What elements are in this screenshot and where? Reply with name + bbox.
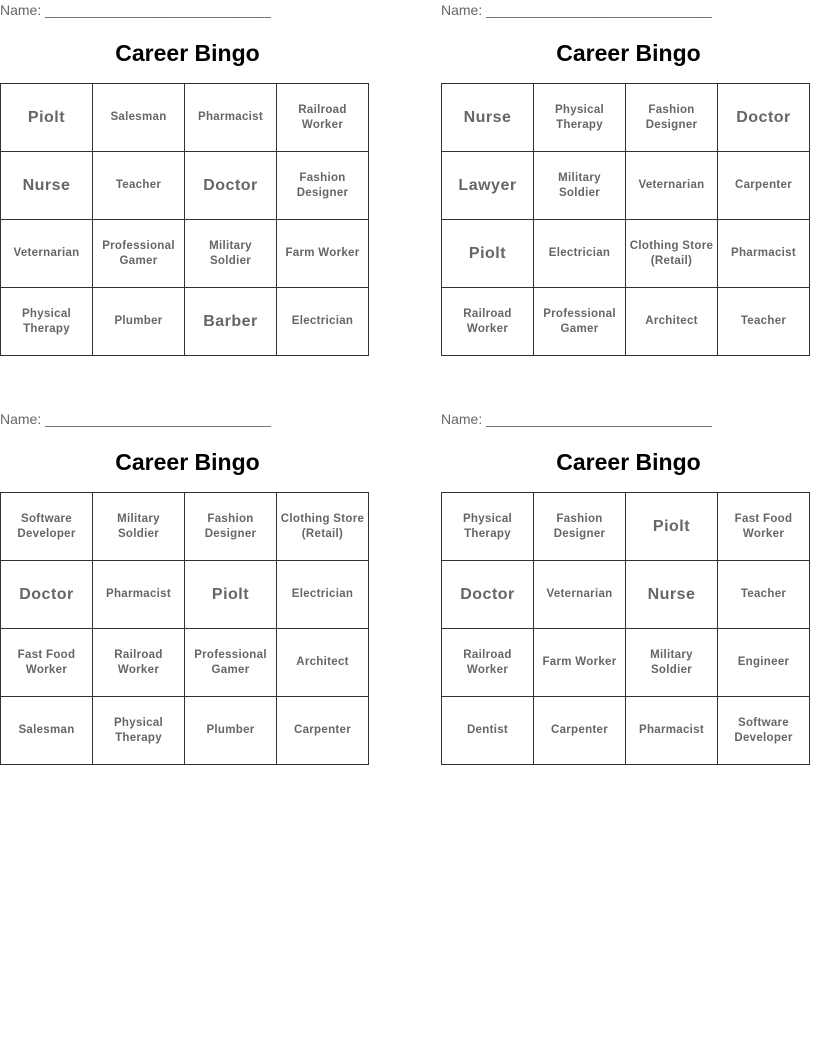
bingo-cell-label: Professional Gamer [543, 307, 616, 335]
bingo-cell-label: Fashion Designer [645, 103, 698, 131]
bingo-row [442, 493, 810, 561]
bingo-cell-label: Electrician [291, 588, 354, 600]
bingo-cell [718, 493, 810, 561]
bingo-cell-label: Physical Therapy [21, 307, 72, 335]
bingo-cell [1, 493, 93, 561]
bingo-cell [718, 220, 810, 288]
bingo-cell [185, 288, 277, 356]
bingo-cell-label: Physical Therapy [554, 103, 605, 131]
bingo-cell-label: Salesman [110, 111, 167, 123]
bingo-cell-label: Nurse [463, 109, 512, 126]
bingo-cell-label: Teacher [115, 179, 162, 191]
bingo-cell [718, 561, 810, 629]
bingo-cell [185, 697, 277, 765]
bingo-cell [534, 152, 626, 220]
bingo-cell-label: Fashion Designer [553, 512, 606, 540]
bingo-cell-label: Piolt [468, 245, 507, 262]
bingo-cell-label: Clothing Store (Retail) [629, 239, 714, 267]
bingo-cell [277, 629, 369, 697]
bingo-cell-label: Engineer [737, 656, 790, 668]
bingo-cell [1, 697, 93, 765]
bingo-cell-label: Electrician [291, 315, 354, 327]
bingo-cell [1, 152, 93, 220]
bingo-cell-label: Doctor [736, 109, 791, 126]
bingo-card-4 [441, 409, 816, 774]
bingo-cell-label: Electrician [548, 247, 611, 259]
bingo-cell [277, 84, 369, 152]
bingo-cell-label: Carpenter [550, 724, 609, 736]
name-field[interactable]: Name: _____________________________ [441, 411, 712, 427]
bingo-cell [626, 561, 718, 629]
bingo-cell [442, 561, 534, 629]
bingo-grid [0, 492, 369, 765]
bingo-cell [185, 493, 277, 561]
bingo-cell-label: Railroad Worker [298, 103, 347, 131]
bingo-cell [718, 84, 810, 152]
bingo-row [442, 288, 810, 356]
bingo-card-2 [441, 0, 816, 365]
bingo-cell [277, 697, 369, 765]
bingo-cell [442, 493, 534, 561]
bingo-cell-label: Pharmacist [638, 724, 704, 736]
bingo-cell-label: Doctor [203, 177, 258, 194]
bingo-cell-label: Software Developer [734, 716, 793, 744]
bingo-row [1, 629, 369, 697]
bingo-cell [185, 629, 277, 697]
bingo-card-3 [0, 409, 375, 774]
bingo-row [1, 152, 369, 220]
bingo-cell [185, 220, 277, 288]
bingo-row [1, 697, 369, 765]
bingo-cell [442, 220, 534, 288]
bingo-cell [626, 493, 718, 561]
name-field[interactable]: Name: _____________________________ [0, 411, 271, 427]
bingo-cell-label: Fast Food Worker [17, 648, 76, 676]
card-title: Career Bingo [115, 449, 260, 475]
bingo-row [1, 561, 369, 629]
bingo-cell [718, 629, 810, 697]
bingo-cell-label: Carpenter [734, 179, 793, 191]
bingo-cell [534, 220, 626, 288]
bingo-cell [626, 220, 718, 288]
bingo-cell-label: Teacher [740, 588, 787, 600]
bingo-cell [626, 84, 718, 152]
bingo-cell-label: Veternarian [13, 247, 80, 259]
bingo-cell [185, 561, 277, 629]
bingo-cell-label: Architect [645, 315, 698, 327]
bingo-cell [93, 152, 185, 220]
bingo-cell-label: Piolt [27, 109, 66, 126]
bingo-cell [534, 561, 626, 629]
bingo-cell [277, 493, 369, 561]
bingo-cell [93, 84, 185, 152]
bingo-cell [277, 288, 369, 356]
bingo-cell-label: Salesman [18, 724, 75, 736]
bingo-cell [277, 152, 369, 220]
bingo-cell [534, 697, 626, 765]
card-title: Career Bingo [556, 449, 701, 475]
bingo-row [1, 288, 369, 356]
bingo-row [442, 84, 810, 152]
bingo-cell [442, 152, 534, 220]
bingo-row [1, 220, 369, 288]
bingo-cell-label: Fashion Designer [296, 171, 349, 199]
bingo-cell-label: Lawyer [458, 177, 517, 194]
bingo-cell [1, 84, 93, 152]
bingo-cell-label: Architect [296, 656, 349, 668]
bingo-cell [718, 697, 810, 765]
bingo-card-1 [0, 0, 375, 365]
bingo-row [442, 561, 810, 629]
bingo-cell-label: Pharmacist [730, 247, 796, 259]
bingo-cell-label: Professional Gamer [194, 648, 267, 676]
bingo-cell [534, 84, 626, 152]
bingo-cell-label: Physical Therapy [113, 716, 164, 744]
bingo-cell-label: Railroad Worker [114, 648, 163, 676]
bingo-cell [718, 288, 810, 356]
bingo-cell-label: Military Soldier [117, 512, 160, 540]
bingo-cell-label: Clothing Store (Retail) [280, 512, 365, 540]
bingo-row [1, 84, 369, 152]
bingo-row [442, 697, 810, 765]
bingo-cell [1, 561, 93, 629]
bingo-cell-label: Carpenter [293, 724, 352, 736]
bingo-cell [93, 493, 185, 561]
bingo-cell [442, 629, 534, 697]
bingo-row [442, 220, 810, 288]
bingo-cell [442, 84, 534, 152]
bingo-cell-label: Teacher [740, 315, 787, 327]
bingo-cell-label: Barber [203, 313, 258, 330]
bingo-cell-label: Fashion Designer [204, 512, 257, 540]
bingo-cell [93, 220, 185, 288]
bingo-cell-label: Pharmacist [197, 111, 263, 123]
bingo-cell-label: Nurse [647, 586, 696, 603]
bingo-cell [626, 288, 718, 356]
bingo-cell-label: Doctor [460, 586, 515, 603]
bingo-cell [93, 288, 185, 356]
bingo-row [442, 629, 810, 697]
bingo-cell-label: Piolt [652, 518, 691, 535]
bingo-cell [277, 561, 369, 629]
bingo-cell [534, 493, 626, 561]
bingo-cell [718, 152, 810, 220]
card-title: Career Bingo [115, 40, 260, 66]
bingo-cell [1, 220, 93, 288]
bingo-cell [442, 697, 534, 765]
bingo-cell [1, 629, 93, 697]
bingo-cell-label: Software Developer [17, 512, 76, 540]
bingo-cell-label: Pharmacist [105, 588, 171, 600]
bingo-cell [626, 629, 718, 697]
bingo-cell-label: Veternarian [638, 179, 705, 191]
bingo-cell-label: Military Soldier [558, 171, 601, 199]
bingo-cell-label: Military Soldier [209, 239, 252, 267]
bingo-cell [442, 288, 534, 356]
bingo-row [442, 152, 810, 220]
bingo-cell-label: Farm Worker [285, 247, 360, 259]
bingo-cell [277, 220, 369, 288]
bingo-cell-label: Plumber [206, 724, 255, 736]
bingo-cell [93, 561, 185, 629]
bingo-cell-label: Railroad Worker [463, 307, 512, 335]
bingo-cell-label: Plumber [114, 315, 163, 327]
name-field[interactable]: Name: _____________________________ [0, 2, 271, 18]
bingo-grid [441, 83, 810, 356]
bingo-cell-label: Veternarian [546, 588, 613, 600]
bingo-cell [534, 629, 626, 697]
bingo-cell [626, 152, 718, 220]
name-field[interactable]: Name: _____________________________ [441, 2, 712, 18]
bingo-row [1, 493, 369, 561]
bingo-cell-label: Professional Gamer [102, 239, 175, 267]
bingo-cell [93, 697, 185, 765]
bingo-cell [185, 152, 277, 220]
bingo-cell-label: Physical Therapy [462, 512, 513, 540]
bingo-cell [93, 629, 185, 697]
bingo-cell-label: Farm Worker [542, 656, 617, 668]
bingo-cell-label: Dentist [466, 724, 509, 736]
bingo-cell-label: Military Soldier [650, 648, 693, 676]
bingo-cell-label: Railroad Worker [463, 648, 512, 676]
bingo-cell [1, 288, 93, 356]
bingo-cell-label: Fast Food Worker [734, 512, 793, 540]
bingo-grid [441, 492, 810, 765]
bingo-cell [534, 288, 626, 356]
bingo-cell [185, 84, 277, 152]
bingo-cell [626, 697, 718, 765]
bingo-grid [0, 83, 369, 356]
card-title: Career Bingo [556, 40, 701, 66]
bingo-cell-label: Doctor [19, 586, 74, 603]
bingo-cell-label: Piolt [211, 586, 250, 603]
bingo-cell-label: Nurse [22, 177, 71, 194]
